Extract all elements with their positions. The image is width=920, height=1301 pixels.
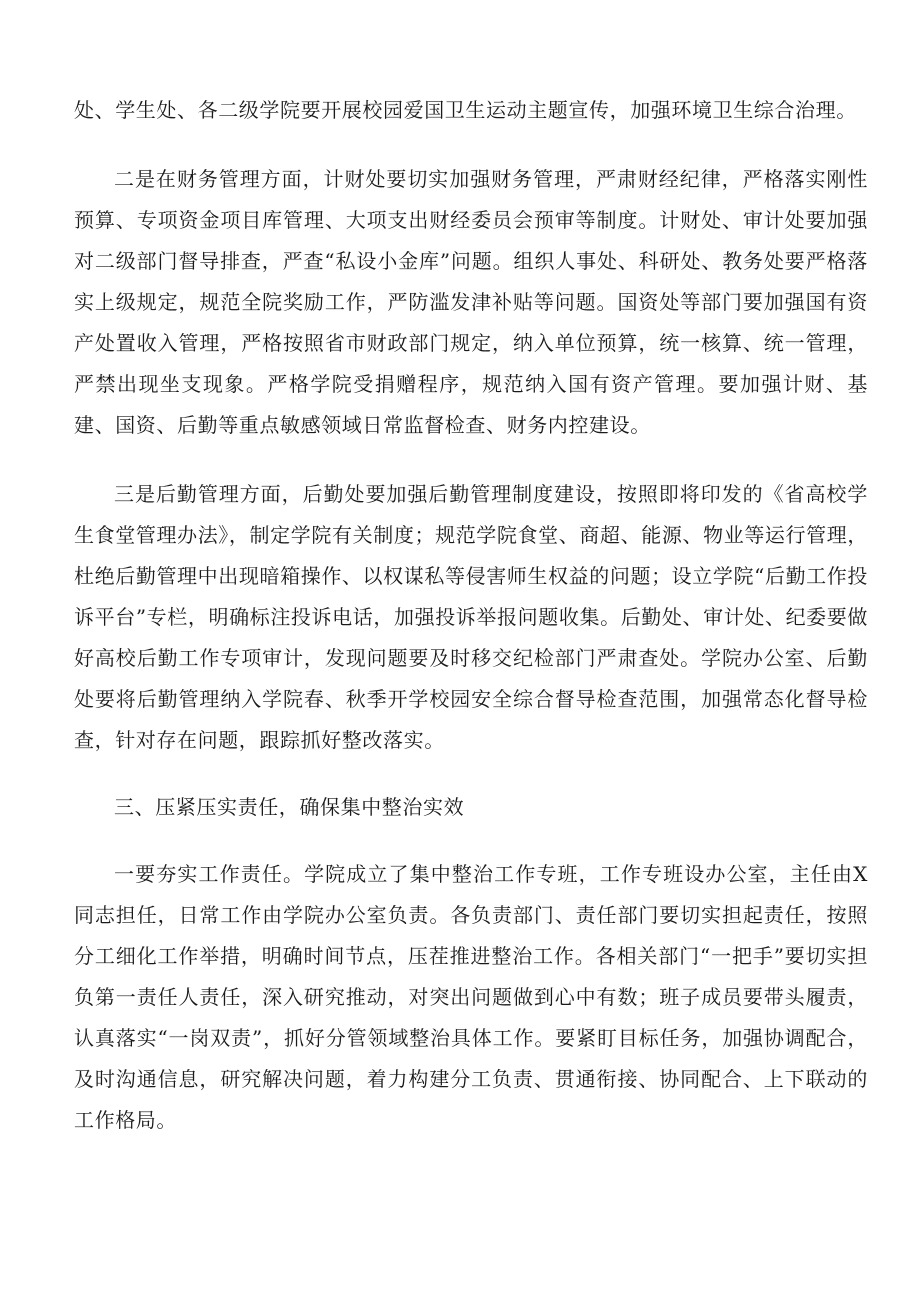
paragraph-work-responsibility: 一要夯实工作责任。学院成立了集中整治工作专班，工作专班设办公室，主任由X同志担任，日常工作由学院办公室负责。各负责部门、责任部门要切实担起责任，按照分工细化工作举措，明确时间节点，压茬推进整治工作。各相关部门“一把手”要切实担负第一责任人责任，深入研究推动，对突出问题做到心中有数；班子成员要带头履责，认真落实“一岗双责”，抓好分管领域整治具体工作。要紧盯目标任务，加强协调配合，及时沟通信息，研究解决问题，着力构建分工负责、贯通衔接、协同配合、上下联动的工作格局。 <box>74 862 868 1132</box>
paragraph-logistics-management: 三是后勤管理方面，后勤处要加强后勤管理制度建设，按照即将印发的《省高校学生食堂管理办法》，制定学院有关制度；规范学院食堂、商超、能源、物业等运行管理，杜绝后勤管理中出现暗箱操作、以权谋私等侵害师生权益的问题；设立学院“后勤工作投诉平台”专栏，明确标注投诉电话，加强投诉举报问题收集。后勤处、审计处、纪委要做好高校后勤工作专项审计，发现问题要及时移交纪检部门严肃查处。学院办公室、后勤处要将后勤管理纳入学院春、秋季开学校园安全综合督导检查范围，加强常态化督导检查，针对存在问题，跟踪抓好整改落实。 <box>74 482 868 752</box>
paragraph-continuation: 处、学生处、各二级学院要开展校园爱国卫生运动主题宣传，加强环境卫生综合治理。 <box>74 98 857 122</box>
paragraph-finance-management: 二是在财务管理方面，计财处要切实加强财务管理，严肃财经纪律，严格落实刚性预算、专项资金项目库管理、大项支出财经委员会预审等制度。计财处、审计处要加强对二级部门督导排查，严查“私设小金库”问题。组织人事处、科研处、教务处要严格落实上级规定，规范全院奖励工作，严防滥发津补贴等问题。国资处等部门要加强国有资产处置收入管理，严格按照省市财政部门规定，纳入单位预算，统一核算、统一管理，严禁出现坐支现象。严格学院受捐赠程序，规范纳入国有资产管理。要加强计财、基建、国资、后勤等重点敏感领域日常监督检查、财务内控建设。 <box>74 167 868 437</box>
section-heading: 三、压紧压实责任，确保集中整治实效 <box>114 795 465 819</box>
